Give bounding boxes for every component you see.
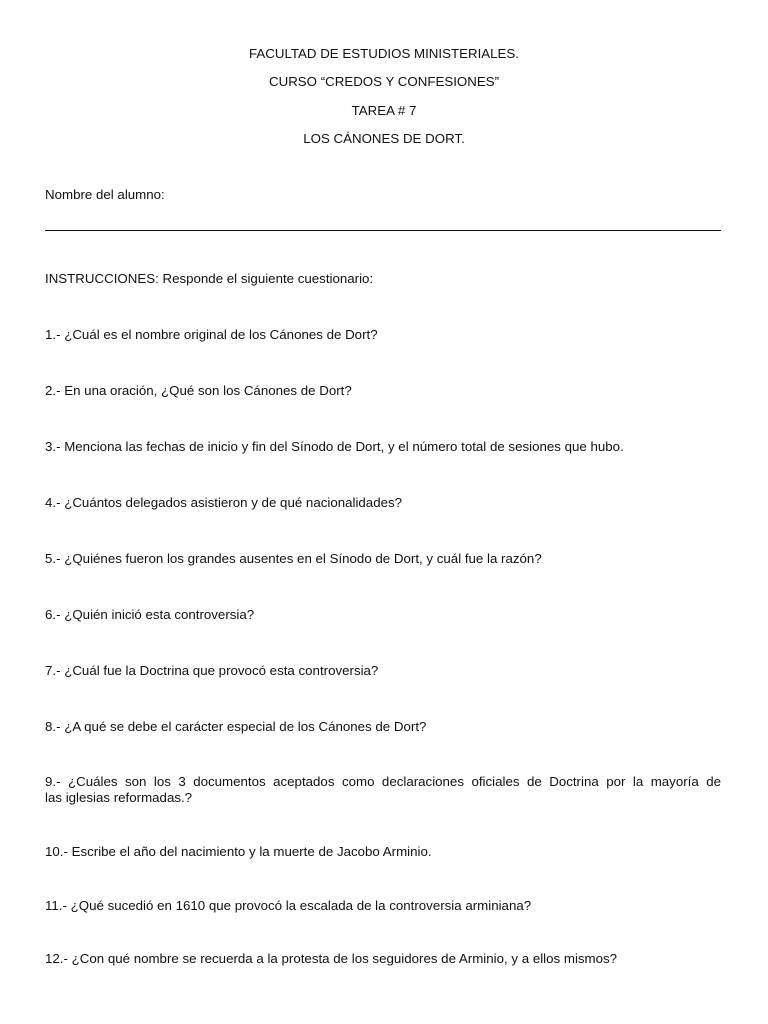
question-9-line-1: 9.- ¿Cuáles son los 3 documentos aceptados como declaraciones oficiales de Doctrina por la mayoría de (45, 774, 721, 789)
question-1: 1.- ¿Cuál es el nombre original de los Cánones de Dort? (45, 327, 378, 342)
question-6: 6.- ¿Quién inició esta controversia? (45, 607, 255, 622)
question-2: 2.- En una oración, ¿Qué son los Cánones de Dort? (45, 383, 352, 398)
question-9 (45, 774, 721, 806)
question-3: 3.- Menciona las fechas de inicio y fin del Sínodo de Dort, y el número total de sesiones que hubo. (45, 439, 624, 454)
faculty-title: FACULTAD DE ESTUDIOS MINISTERIALES. (249, 46, 519, 61)
instructions-text: INSTRUCCIONES: Responde el siguiente cuestionario: (45, 271, 374, 286)
document-subject: LOS CÁNONES DE DORT. (303, 131, 465, 146)
course-title: CURSO “CREDOS Y CONFESIONES” (268, 74, 500, 89)
assignment-number: TAREA # 7 (351, 103, 417, 118)
question-8: 8.- ¿A qué se debe el carácter especial de los Cánones de Dort? (45, 719, 427, 734)
question-10: 10.- Escribe el año del nacimiento y la muerte de Jacobo Arminio. (45, 844, 432, 859)
question-5: 5.- ¿Quiénes fueron los grandes ausentes en el Sínodo de Dort, y cuál fue la razón? (45, 551, 542, 566)
student-name-line[interactable] (45, 230, 721, 231)
question-9-line-2: las iglesias reformadas.? (45, 790, 193, 805)
question-7: 7.- ¿Cuál fue la Doctrina que provocó esta controversia? (45, 663, 379, 678)
question-12: 12.- ¿Con qué nombre se recuerda a la protesta de los seguidores de Arminio, y a ellos mismos? (45, 951, 618, 966)
question-11: 11.- ¿Qué sucedió en 1610 que provocó la escalada de la controversia arminiana? (45, 898, 532, 913)
question-4: 4.- ¿Cuántos delegados asistieron y de qué nacionalidades? (45, 495, 403, 510)
student-name-label: Nombre del alumno: (45, 187, 165, 202)
